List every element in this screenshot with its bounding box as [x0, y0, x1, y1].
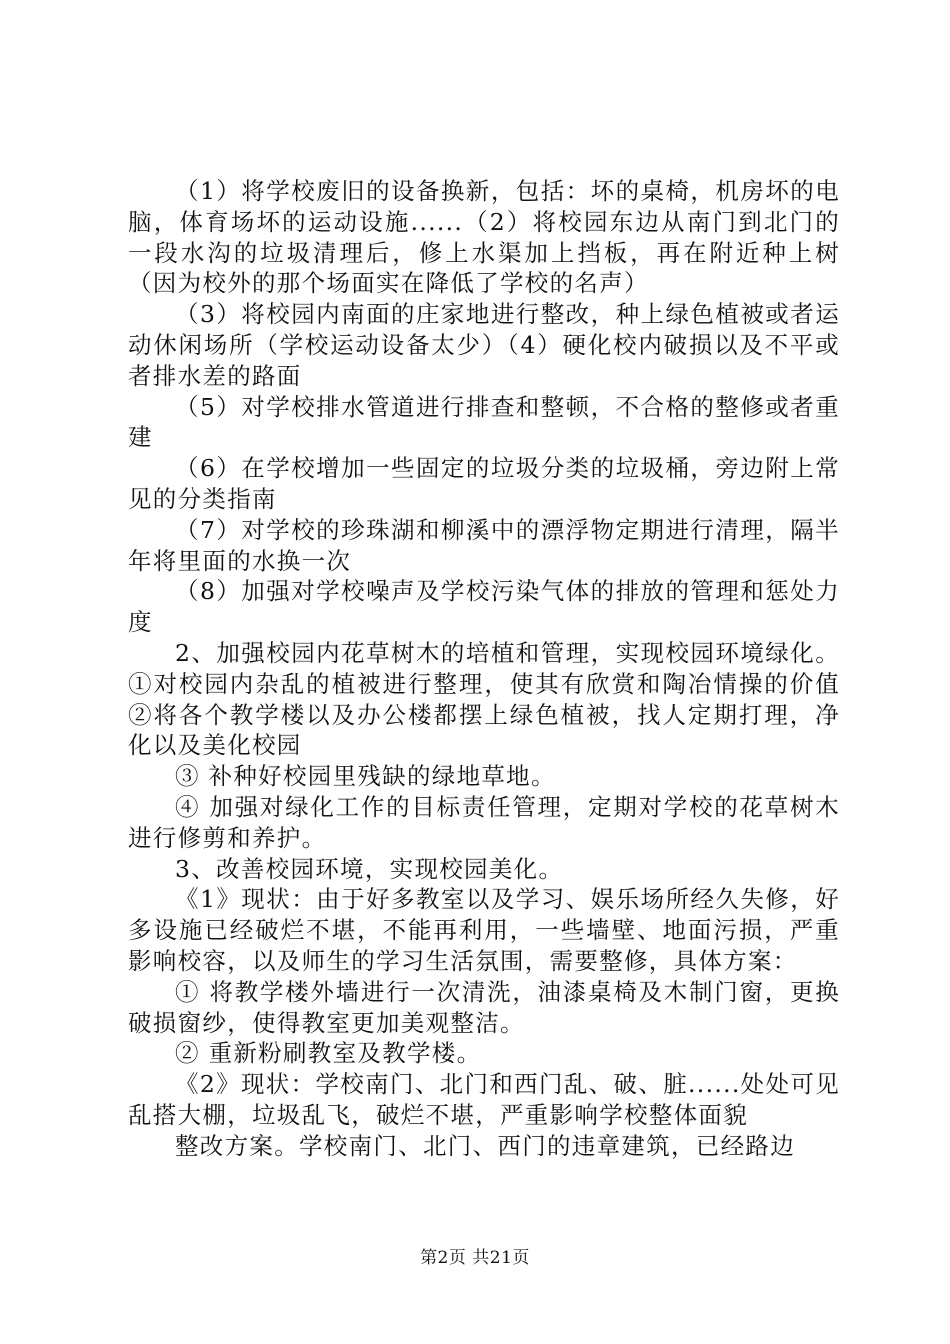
paragraph: （3）将校园内南面的庄家地进行整改，种上绿色植被或者运动休闲场所（学校运动设备太少）（4）硬化校内破损以及不平或者排水差的路面: [128, 300, 840, 390]
document-body: [128, 176, 840, 1162]
paragraph: 2、加强校园内花草树木的培植和管理，实现校园环境绿化。①对校园内杂乱的植被进行整理，使其有欣赏和陶冶情操的价值②将各个教学楼以及办公楼都摆上绿色植被，找人定期打理，净化以及美化校园: [128, 638, 840, 760]
paragraph: ② 重新粉刷教室及教学楼。: [175, 1039, 482, 1068]
paragraph: 《2》现状：学校南门、北门和西门乱、破、脏......处处可见乱搭大棚，垃圾乱飞，破烂不堪，严重影响学校整体面貌: [128, 1070, 840, 1129]
paragraph: 3、改善校园环境，实现校园美化。: [175, 854, 564, 883]
paragraph: ① 将教学楼外墙进行一次清洗，油漆桌椅及木制门窗，更换破损窗纱，使得教室更加美观整洁。: [128, 977, 840, 1037]
paragraph: （6）在学校增加一些固定的垃圾分类的垃圾桶，旁边附上常见的分类指南: [128, 454, 840, 513]
page-number-footer: 第2页 共21页: [420, 1248, 530, 1268]
paragraph: （5）对学校排水管道进行排查和整顿，不合格的整修或者重建: [128, 392, 840, 452]
paragraph: 整改方案。学校南门、北门、西门的违章建筑，已经路边: [175, 1131, 795, 1160]
paragraph: （8）加强对学校噪声及学校污染气体的排放的管理和惩处力度: [128, 577, 840, 637]
paragraph: （7）对学校的珍珠湖和柳溪中的漂浮物定期进行清理，隔半年将里面的水换一次: [128, 515, 840, 575]
paragraph: ④ 加强对绿化工作的目标责任管理，定期对学校的花草树木进行修剪和养护。: [128, 792, 840, 852]
paragraph: 《1》现状：由于好多教室以及学习、娱乐场所经久失修，好多设施已经破烂不堪，不能再利用，一些墙壁、地面污损，严重影响校容，以及师生的学习生活氛围，需要整修，具体方案：: [128, 885, 840, 975]
paragraph: （1）将学校废旧的设备换新，包括：坏的桌椅，机房坏的电脑，体育场坏的运动设施......（2）将校园东边从南门到北门的一段水沟的垃圾清理后，修上水渠加上挡板，再在附近种上树（因为校外的那个场面实在降低了学校的名声）: [128, 177, 840, 298]
paragraph: ③ 补种好校园里残缺的绿地草地。: [175, 762, 556, 791]
